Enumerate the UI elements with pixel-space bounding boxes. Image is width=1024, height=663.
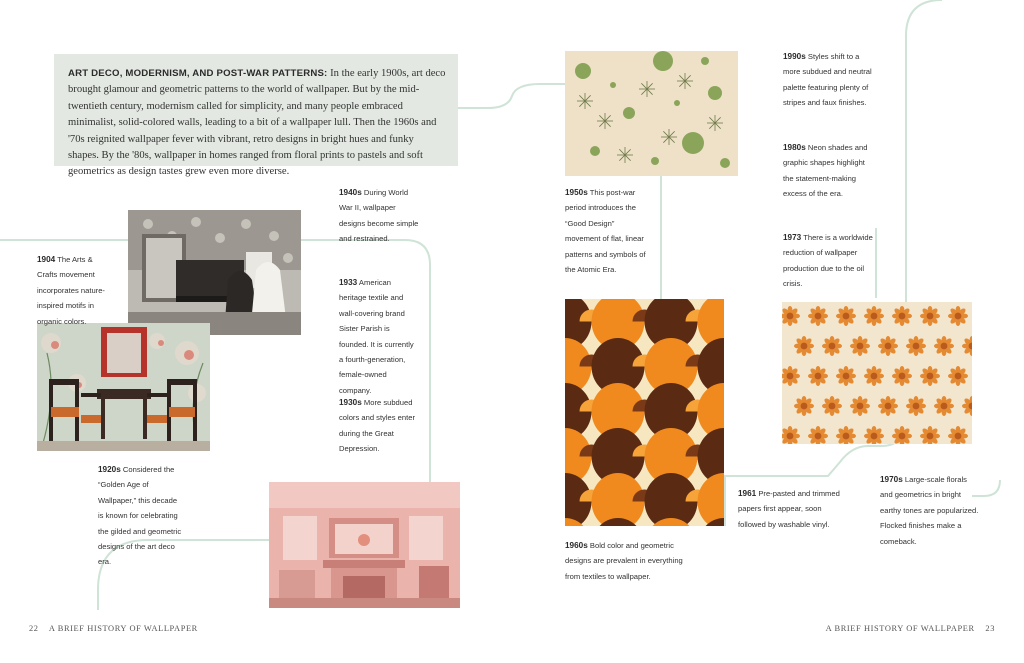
right-page-number: 23 xyxy=(985,624,995,633)
entry-1961-year: 1961 xyxy=(738,489,757,498)
photo-pink-parlor xyxy=(269,482,460,608)
entry-1904-text: The Arts & Crafts movement incorporates nature-inspired motifs in organic colors. xyxy=(37,255,105,326)
entry-1960s-year: 1960s xyxy=(565,541,588,550)
entry-1960s xyxy=(565,538,689,584)
footer-left xyxy=(29,624,198,633)
intro-body: In the early 1900s, art deco brought glamour and geometric patterns to the world of wallpaper. But by the mid-twentieth century, modernism called for simplicity, and many people embraced minimalist, solid-colored walls, leading to a bit of a wallpaper lull. Then the 1960s and '70s reignited wallpaper fever with vibrant, retro designs in bright hues and funky shapes. By the '80s, wallpaper in homes ranged from floral prints to pastels and soft geometrics as design tastes grew even more diverse. xyxy=(68,68,446,178)
entry-1973-text: There is a worldwide reduction of wallpaper production due to the oil crisis. xyxy=(783,233,873,289)
entry-1950s-text: This post-war period introduces the “Good Design” movement of flat, linear patterns and symbols of the Atomic Era. xyxy=(565,188,646,275)
entry-1933 xyxy=(339,275,419,398)
entry-1940s-text: During World War II, wallpaper designs become simple and restrained. xyxy=(339,188,419,244)
entry-1961 xyxy=(738,486,844,532)
entry-1980s-year: 1980s xyxy=(783,143,806,152)
photo-victorian-parlor xyxy=(128,210,301,335)
entry-1980s-text: Neon shades and graphic shapes highlight the statement-making excess of the era. xyxy=(783,143,868,199)
entry-1920s xyxy=(98,462,184,570)
entry-1973 xyxy=(783,230,881,292)
entry-1990s-text: Styles shift to a more subdued and neutral palette featuring plenty of stripes and faux finishes. xyxy=(783,52,872,108)
entry-1950s-year: 1950s xyxy=(565,188,588,197)
entry-1930s-year: 1930s xyxy=(339,398,362,407)
photo-chinoiserie-dining-room xyxy=(37,323,210,451)
entry-1973-year: 1973 xyxy=(783,233,802,242)
entry-1990s-year: 1990s xyxy=(783,52,806,61)
photo-retro-geometric xyxy=(565,299,724,526)
left-page-number: 22 xyxy=(29,624,39,633)
entry-1933-year: 1933 xyxy=(339,278,358,287)
photo-atomic-pattern xyxy=(565,51,738,176)
entry-1960s-text: Bold color and geometric designs are prevalent in everything from textiles to wallpaper. xyxy=(565,541,683,581)
entry-1930s-text: More subdued colors and styles enter during the Great Depression. xyxy=(339,398,415,454)
intro-heading: ART DECO, MODERNISM, AND POST-WAR PATTERNS: xyxy=(68,68,328,79)
entry-1961-text: Pre-pasted and trimmed papers first appear, soon followed by washable vinyl. xyxy=(738,489,840,529)
entry-1920s-text: Considered the “Golden Age of Wallpaper,” this decade is known for celebrating the gilded and geometric designs of the art deco era. xyxy=(98,465,182,567)
entry-1970s-text: Large-scale florals and geometrics in bright earthy tones are popularized. Flocked finishes make a comeback. xyxy=(880,475,979,546)
entry-1930s xyxy=(339,395,419,457)
entry-1970s-year: 1970s xyxy=(880,475,903,484)
entry-1933-text: American heritage textile and wall-covering brand Sister Parish is founded. It is currently a fourth-generation, female-owned company. xyxy=(339,278,414,395)
entry-1940s xyxy=(339,185,419,247)
entry-1950s xyxy=(565,185,651,277)
entry-1940s-year: 1940s xyxy=(339,188,362,197)
entry-1904-year: 1904 xyxy=(37,255,56,264)
photo-seventies-floral xyxy=(782,302,972,444)
entry-1904 xyxy=(37,252,115,329)
intro-box xyxy=(54,54,458,178)
right-running-title: A BRIEF HISTORY OF WALLPAPER xyxy=(825,624,975,633)
entry-1970s xyxy=(880,472,980,549)
entry-1980s xyxy=(783,140,871,202)
left-running-title: A BRIEF HISTORY OF WALLPAPER xyxy=(48,624,198,633)
footer-right xyxy=(826,624,995,633)
entry-1990s xyxy=(783,49,877,111)
entry-1920s-year: 1920s xyxy=(98,465,121,474)
